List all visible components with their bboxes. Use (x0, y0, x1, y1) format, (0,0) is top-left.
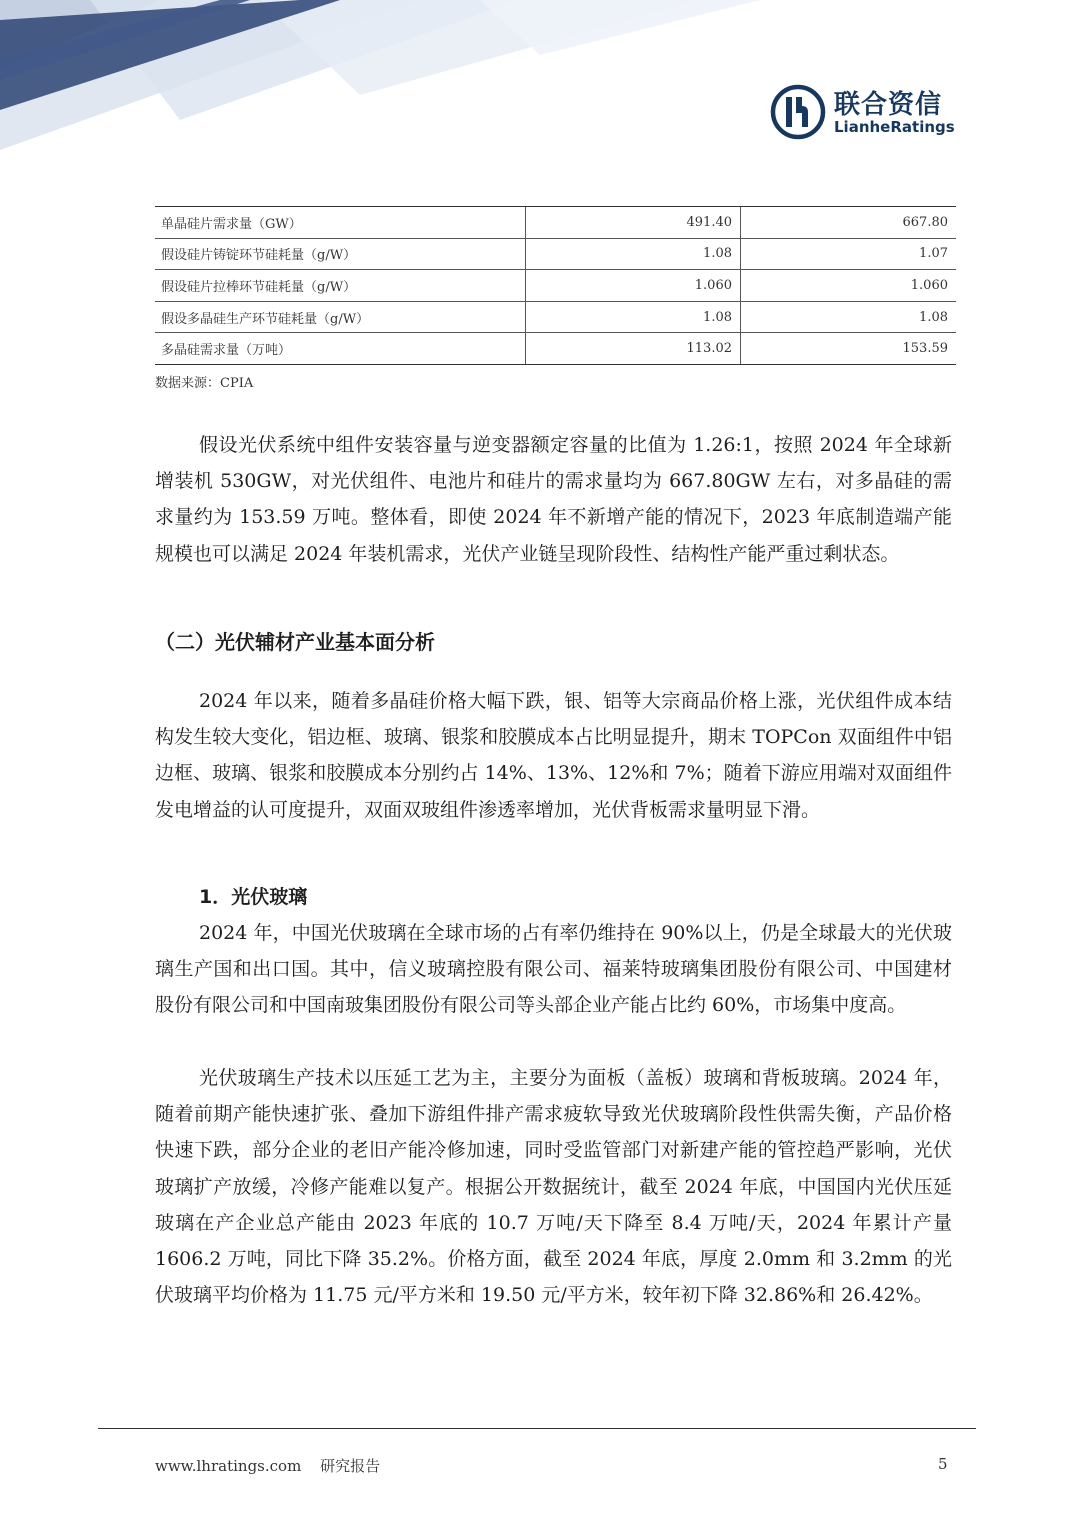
paragraph-demand-summary: 假设光伏系统中组件安装容量与逆变器额定容量的比值为 1.26:1，按照 2024 年全球新增装机 530GW，对光伏组件、电池片和硅片的需求量均为 667.80GW 左右，对多晶硅的需求量约为 153.59 万吨。整体看，即使 2024 年不新增产能的情况下，2023 年底制造端产能规模也可以满足 2024 年装机需求，光伏产业链呈现阶段性、结构性产能严重过剩状态。 (155, 434, 952, 565)
paragraph-pv-glass-market: 2024 年，中国光伏玻璃在全球市场的占有率仍维持在 90%以上，仍是全球最大的光伏玻璃生产国和出口国。其中，信义玻璃控股有限公司、福莱特玻璃集团股份有限公司、中国建材股份有限公司和中国南玻集团股份有限公司等头部企业产能占比约 60%，市场集中度高。 (155, 922, 952, 1017)
table-row (155, 270, 956, 302)
row-value-2024: 1.07 (741, 238, 957, 270)
page-number: 5 (938, 1455, 948, 1473)
footer-website-link[interactable]: www.lhratings.com (155, 1457, 302, 1475)
subsection-heading-pv-glass: 1．光伏玻璃 (199, 886, 308, 908)
row-label: 假设硅片铸锭环节硅耗量（g/W） (155, 238, 526, 270)
table-row (155, 301, 956, 333)
row-value-2023: 1.08 (526, 301, 741, 333)
section-heading-auxiliary-materials: （二）光伏辅材产业基本面分析 (155, 630, 435, 654)
row-label: 假设多晶硅生产环节硅耗量（g/W） (155, 301, 526, 333)
paragraph-pv-glass-technology: 光伏玻璃生产技术以压延工艺为主，主要分为面板（盖板）玻璃和背板玻璃。2024 年，随着前期产能快速扩张、叠加下游组件排产需求疲软导致光伏玻璃阶段性供需失衡，产品价格快速下跌，部分企业的老旧产能冷修加速，同时受监管部门对新建产能的管控趋严影响，光伏玻璃扩产放缓，冷修产能难以复产。根据公开数据统计，截至 2024 年底，中国国内光伏压延玻璃在产企业总产能由 2023 年底的 10.7 万吨/天下降至 8.4 万吨/天，2024 年累计产量 1606.2 万吨，同比下降 35.2%。价格方面，截至 2024 年底，厚度 2.0mm 和 3.2mm 的光伏玻璃平均价格为 11.75 元/平方米和 19.50 元/平方米，较年初下降 32.86%和 26.42%。 (155, 1067, 952, 1307)
polysilicon-demand-table (155, 206, 956, 365)
row-value-2024: 1.060 (741, 270, 957, 302)
table-row (155, 207, 956, 239)
logo-english-name: LianheRatings (834, 118, 955, 136)
logo-chinese-name: 联合资信 (834, 90, 943, 120)
lianhe-logo-icon (770, 84, 826, 140)
table-row (155, 238, 956, 270)
row-value-2023: 113.02 (526, 333, 741, 365)
row-value-2023: 1.08 (526, 238, 741, 270)
footer-doc-type: 研究报告 (320, 1457, 381, 1475)
footer-info (155, 1455, 394, 1476)
row-label: 假设硅片拉棒环节硅耗量（g/W） (155, 270, 526, 302)
row-value-2024: 667.80 (741, 207, 957, 239)
table-source-note: 数据来源：CPIA (155, 376, 254, 391)
row-value-2023: 491.40 (526, 207, 741, 239)
table-row (155, 333, 956, 365)
company-logo (770, 84, 970, 144)
row-label: 单晶硅片需求量（GW） (155, 207, 526, 239)
row-value-2023: 1.060 (526, 270, 741, 302)
paragraph-auxiliary-materials: 2024 年以来，随着多晶硅价格大幅下跌，银、铝等大宗商品价格上涨，光伏组件成本结构发生较大变化，铝边框、玻璃、银浆和胶膜成本占比明显提升，期末 TOPCon 双面组件中铝边框、玻璃、银浆和胶膜成本分别约占 14%、13%、12%和 7%；随着下游应用端对双面组件发电增益的认可度提升，双面双玻组件渗透率增加，光伏背板需求量明显下滑。 (155, 690, 952, 821)
row-value-2024: 153.59 (741, 333, 957, 365)
row-value-2024: 1.08 (741, 301, 957, 333)
row-label: 多晶硅需求量（万吨） (155, 333, 526, 365)
footer-divider (98, 1428, 976, 1429)
